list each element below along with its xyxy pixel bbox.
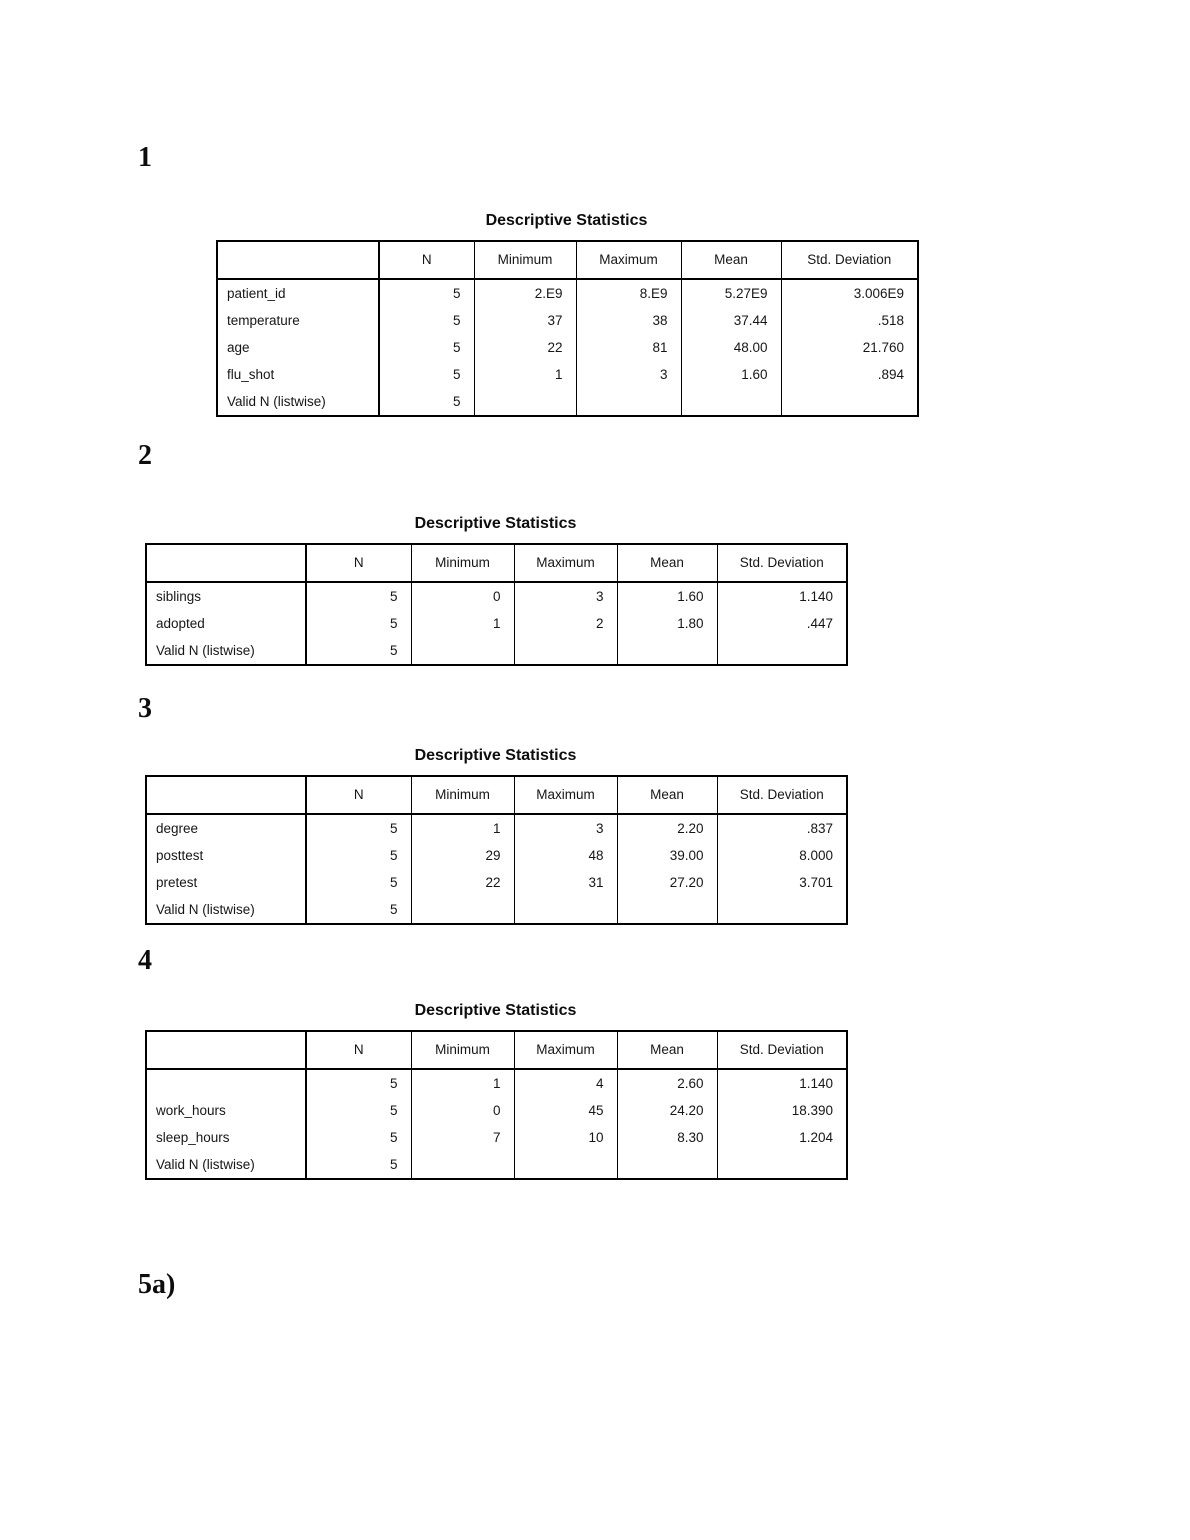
cell-value [617, 637, 717, 665]
cell-value: .518 [781, 307, 918, 334]
cell-value: 1 [411, 1069, 514, 1097]
row-label: Valid N (listwise) [156, 1157, 255, 1172]
table-row [146, 610, 847, 637]
row-label [146, 1069, 306, 1097]
table-row [217, 307, 918, 334]
cell-value [681, 388, 781, 416]
table-row [217, 279, 918, 307]
column-header: Minimum [474, 241, 576, 279]
cell-value: 5 [306, 1097, 411, 1124]
cell-value: 81 [576, 334, 681, 361]
cell-value [717, 1151, 847, 1179]
stub-header [217, 241, 379, 279]
cell-value [514, 1151, 617, 1179]
cell-value [717, 637, 847, 665]
column-header: Mean [617, 1031, 717, 1069]
table-title: Descriptive Statistics [414, 1002, 577, 1019]
table-row [146, 814, 847, 842]
cell-value: 7 [411, 1124, 514, 1151]
cell-value: 22 [411, 869, 514, 896]
section-heading-2: 2 [138, 440, 152, 471]
cell-value: 48 [514, 842, 617, 869]
column-header: Minimum [411, 544, 514, 582]
column-header: Mean [617, 776, 717, 814]
descriptive-statistics-table-3-section [145, 747, 846, 925]
descriptive-statistics-table-2 [145, 543, 848, 666]
cell-value: 5 [306, 842, 411, 869]
cell-value [617, 896, 717, 924]
cell-value: 27.20 [617, 869, 717, 896]
cell-value: 1.204 [717, 1124, 847, 1151]
header-row [146, 1031, 847, 1069]
cell-value [474, 388, 576, 416]
cell-value: 3.701 [717, 869, 847, 896]
cell-value: 0 [411, 582, 514, 610]
cell-value: 18.390 [717, 1097, 847, 1124]
table-row [146, 1069, 847, 1097]
cell-value: 1 [474, 361, 576, 388]
row-label: Valid N (listwise) [227, 394, 326, 409]
stub-header [146, 776, 306, 814]
cell-value: 5 [306, 1069, 411, 1097]
cell-value: 3 [514, 582, 617, 610]
cell-value: 37.44 [681, 307, 781, 334]
table-row [146, 637, 847, 665]
cell-value: 4 [514, 1069, 617, 1097]
column-header: Maximum [576, 241, 681, 279]
cell-value: 21.760 [781, 334, 918, 361]
cell-value: 48.00 [681, 334, 781, 361]
cell-value: 5 [306, 1151, 411, 1179]
row-label: Valid N (listwise) [156, 902, 255, 917]
header-row [146, 544, 847, 582]
cell-value: 29 [411, 842, 514, 869]
cell-value: 8.000 [717, 842, 847, 869]
column-header: Std. Deviation [717, 776, 847, 814]
descriptive-statistics-table-4-section [145, 1002, 846, 1180]
column-header: Mean [617, 544, 717, 582]
cell-value: 5 [379, 279, 474, 307]
cell-value: .837 [717, 814, 847, 842]
column-header: N [379, 241, 474, 279]
row-label: flu_shot [227, 367, 275, 382]
section-heading-1: 1 [138, 142, 152, 173]
cell-value: 1.140 [717, 582, 847, 610]
cell-value: .447 [717, 610, 847, 637]
descriptive-statistics-table-3 [145, 775, 848, 925]
cell-value [411, 896, 514, 924]
cell-value: 5.27E9 [681, 279, 781, 307]
cell-value [514, 637, 617, 665]
column-header: Maximum [514, 544, 617, 582]
table-title: Descriptive Statistics [414, 515, 577, 532]
row-label: temperature [227, 313, 300, 328]
cell-value: 45 [514, 1097, 617, 1124]
table-row [146, 842, 847, 869]
table-row [217, 388, 918, 416]
table-row [217, 334, 918, 361]
column-header: Minimum [411, 776, 514, 814]
cell-value: .894 [781, 361, 918, 388]
column-header: Maximum [514, 776, 617, 814]
cell-value: 5 [379, 361, 474, 388]
table-row [146, 1097, 847, 1124]
cell-value: 2.60 [617, 1069, 717, 1097]
table-row [146, 582, 847, 610]
row-label: degree [156, 821, 199, 836]
cell-value: 3.006E9 [781, 279, 918, 307]
cell-value [781, 388, 918, 416]
column-header: Std. Deviation [717, 1031, 847, 1069]
cell-value: 1 [411, 610, 514, 637]
cell-value: 0 [411, 1097, 514, 1124]
cell-value: 5 [306, 637, 411, 665]
column-header: N [306, 776, 411, 814]
cell-value: 22 [474, 334, 576, 361]
cell-value: 31 [514, 869, 617, 896]
cell-value: 8.E9 [576, 279, 681, 307]
table-title: Descriptive Statistics [414, 747, 577, 764]
cell-value [411, 1151, 514, 1179]
cell-value: 5 [306, 896, 411, 924]
table-row [146, 896, 847, 924]
row-label: Valid N (listwise) [156, 643, 255, 658]
cell-value: 5 [306, 814, 411, 842]
cell-value: 1.60 [681, 361, 781, 388]
cell-value: 1 [411, 814, 514, 842]
cell-value: 5 [306, 610, 411, 637]
header-row [146, 776, 847, 814]
cell-value: 24.20 [617, 1097, 717, 1124]
cell-value [514, 896, 617, 924]
section-heading-4: 4 [138, 945, 152, 976]
row-label: patient_id [227, 286, 286, 301]
column-header: N [306, 1031, 411, 1069]
cell-value: 2 [514, 610, 617, 637]
row-label: age [227, 340, 250, 355]
cell-value: 1.60 [617, 582, 717, 610]
stub-header [146, 544, 306, 582]
cell-value [576, 388, 681, 416]
column-header: Maximum [514, 1031, 617, 1069]
row-label: pretest [156, 875, 198, 890]
cell-value: 1.80 [617, 610, 717, 637]
row-label: adopted [156, 616, 205, 631]
header-row [217, 241, 918, 279]
cell-value [617, 1151, 717, 1179]
cell-value: 8.30 [617, 1124, 717, 1151]
cell-value [717, 896, 847, 924]
cell-value [411, 637, 514, 665]
cell-value: 2.E9 [474, 279, 576, 307]
cell-value: 37 [474, 307, 576, 334]
row-label: siblings [156, 589, 202, 604]
cell-value: 1.140 [717, 1069, 847, 1097]
row-label: work_hours [156, 1103, 226, 1118]
row-label: posttest [156, 848, 204, 863]
descriptive-statistics-table-1-section [216, 212, 917, 417]
table-row [217, 361, 918, 388]
cell-value: 3 [576, 361, 681, 388]
table-row [146, 869, 847, 896]
column-header: Std. Deviation [717, 544, 847, 582]
column-header: Minimum [411, 1031, 514, 1069]
cell-value: 2.20 [617, 814, 717, 842]
stub-header [146, 1031, 306, 1069]
section-heading-3: 3 [138, 693, 152, 724]
cell-value: 5 [379, 307, 474, 334]
descriptive-statistics-table-1 [216, 240, 919, 417]
table-title: Descriptive Statistics [485, 212, 648, 229]
row-label: sleep_hours [156, 1130, 230, 1145]
descriptive-statistics-table-4 [145, 1030, 848, 1180]
cell-value: 38 [576, 307, 681, 334]
cell-value: 5 [306, 869, 411, 896]
cell-value: 5 [306, 1124, 411, 1151]
cell-value: 5 [306, 582, 411, 610]
column-header: Mean [681, 241, 781, 279]
cell-value: 5 [379, 334, 474, 361]
cell-value: 3 [514, 814, 617, 842]
cell-value: 5 [379, 388, 474, 416]
cell-value: 10 [514, 1124, 617, 1151]
column-header: N [306, 544, 411, 582]
table-row [146, 1124, 847, 1151]
column-header: Std. Deviation [781, 241, 918, 279]
cell-value: 39.00 [617, 842, 717, 869]
descriptive-statistics-table-2-section [145, 515, 846, 666]
section-heading-5a: 5a) [138, 1269, 176, 1300]
table-row [146, 1151, 847, 1179]
